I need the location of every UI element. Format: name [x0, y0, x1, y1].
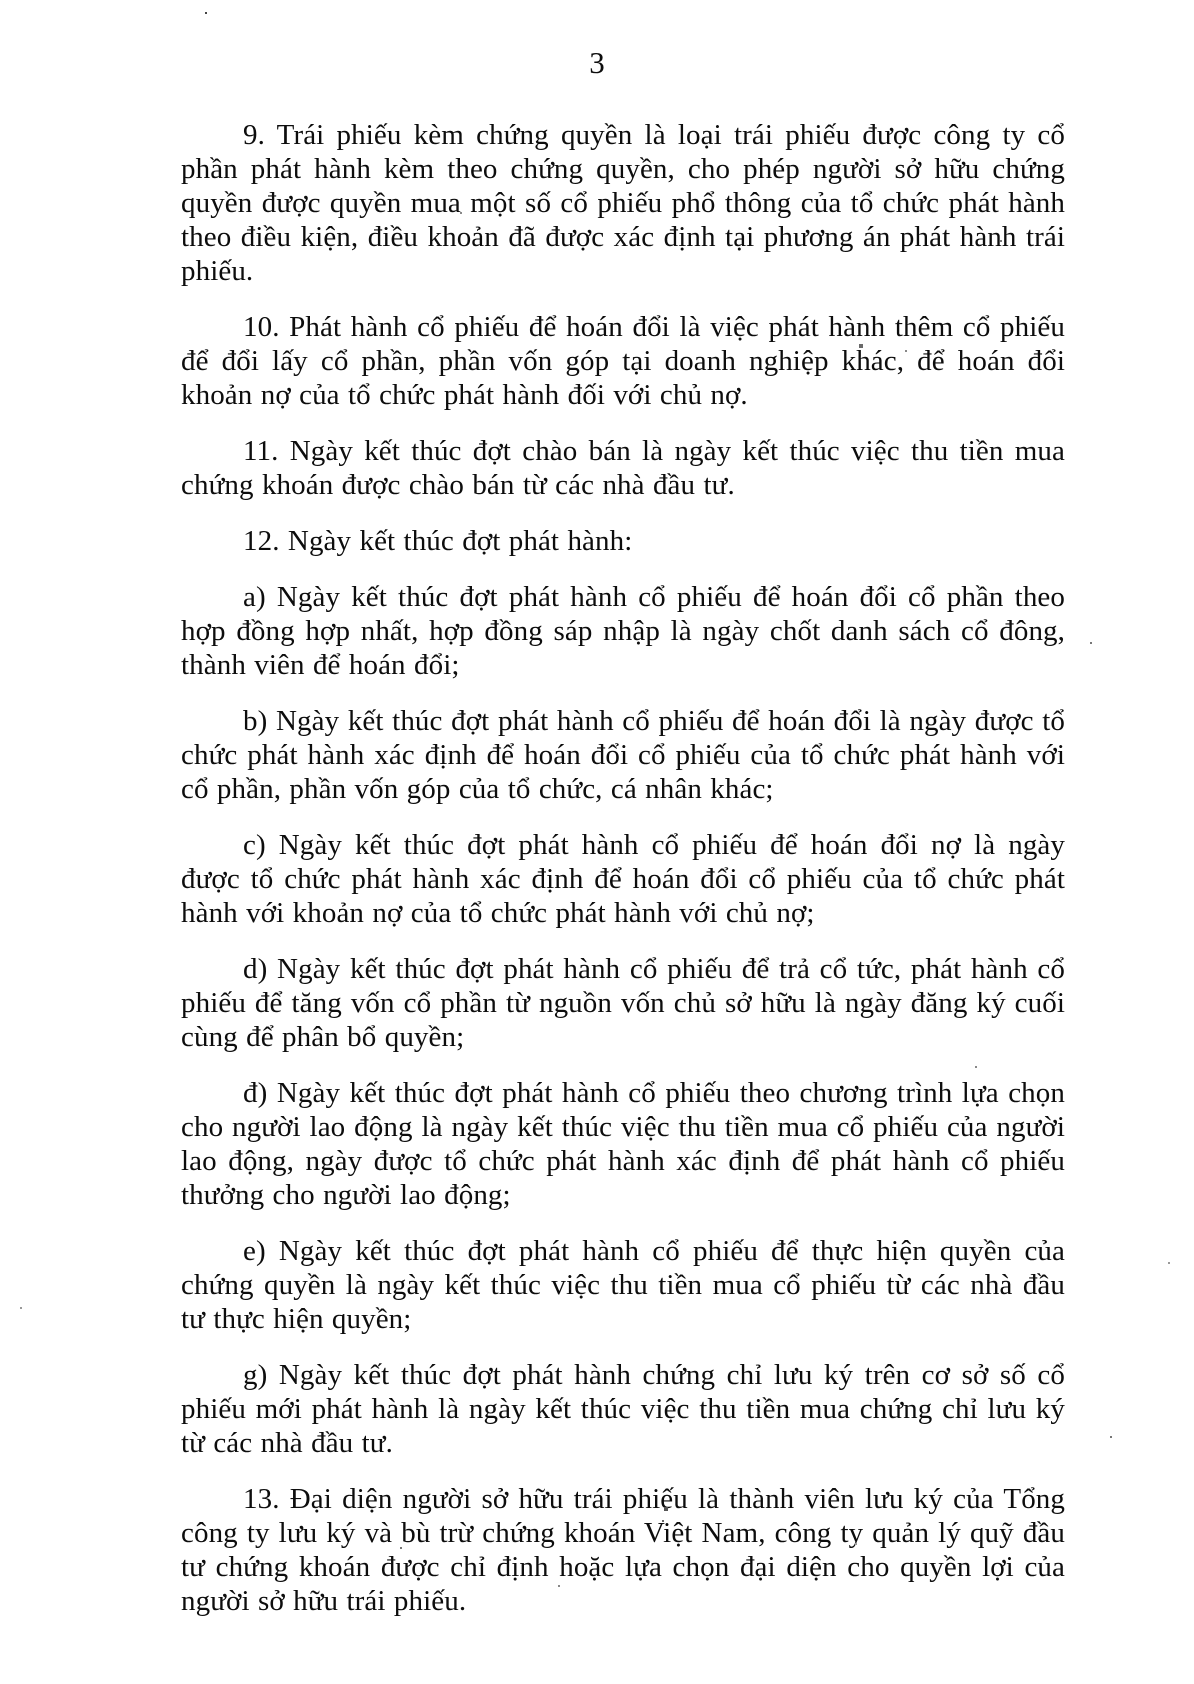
- document-body: [181, 96, 1065, 1618]
- page-number: 3: [589, 45, 605, 80]
- item-e: e) Ngày kết thúc đợt phát hành cổ phiếu để thực hiện quyền của chứng quyền là ngày kết thúc việc thu tiền mua cổ phiếu từ các nhà đầu tư thực hiện quyền;: [181, 1235, 1065, 1335]
- paragraph-9: 9. Trái phiếu kèm chứng quyền là loại trái phiếu được công ty cổ phần phát hành kèm theo chứng quyền, cho phép người sở hữu chứng quyền được quyền mua một số cổ phiếu phổ thông của tổ chức phát hành theo điều kiện, điều khoản đã được xác định tại phương án phát hành trái phiếu.: [181, 119, 1065, 287]
- item-d: d) Ngày kết thúc đợt phát hành cổ phiếu để trả cổ tức, phát hành cổ phiếu để tăng vốn cổ phần từ nguồn vốn chủ sở hữu là ngày đăng ký cuối cùng để phân bổ quyền;: [181, 953, 1065, 1053]
- scan-noise: [0, 0, 2, 2]
- item-b: b) Ngày kết thúc đợt phát hành cổ phiếu để hoán đổi là ngày được tổ chức phát hành xác định để hoán đổi cổ phiếu của tổ chức phát hành với cổ phần, phần vốn góp của tổ chức, cá nhân khác;: [181, 705, 1065, 805]
- item-c: c) Ngày kết thúc đợt phát hành cổ phiếu để hoán đổi nợ là ngày được tổ chức phát hành xác định để hoán đổi cổ phiếu của tổ chức phát hành với khoản nợ của tổ chức phát hành với chủ nợ;: [181, 829, 1065, 929]
- paragraph-12: 12. Ngày kết thúc đợt phát hành:: [243, 525, 633, 557]
- item-g: g) Ngày kết thúc đợt phát hành chứng chỉ lưu ký trên cơ sở số cổ phiếu mới phát hành là ngày kết thúc việc thu tiền mua chứng chỉ lưu ký từ các nhà đầu tư.: [181, 1359, 1065, 1459]
- paragraph-11: 11. Ngày kết thúc đợt chào bán là ngày kết thúc việc thu tiền mua chứng khoán được chào bán từ các nhà đầu tư.: [181, 435, 1065, 501]
- item-dd: đ) Ngày kết thúc đợt phát hành cổ phiếu theo chương trình lựa chọn cho người lao động là ngày kết thúc việc thu tiền mua cổ phiếu của người lao động, ngày được tổ chức phát hành xác định để phát hành cổ phiếu thưởng cho người lao động;: [181, 1077, 1065, 1211]
- paragraph-10: 10. Phát hành cổ phiếu để hoán đổi là việc phát hành thêm cổ phiếu để đổi lấy cổ phần, phần vốn góp tại doanh nghiệp khác, để hoán đổi khoản nợ của tổ chức phát hành đối với chủ nợ.: [181, 311, 1065, 411]
- paragraph-13: 13. Đại diện người sở hữu trái phiếu là thành viên lưu ký của Tổng công ty lưu ký và bù trừ chứng khoán Việt Nam, công ty quản lý quỹ đầu tư chứng khoán được chỉ định hoặc lựa chọn đại diện cho quyền lợi của người sở hữu trái phiếu.: [181, 1483, 1065, 1617]
- item-a: a) Ngày kết thúc đợt phát hành cổ phiếu để hoán đổi cổ phần theo hợp đồng hợp nhất, hợp đồng sáp nhập là ngày chốt danh sách cổ đông, thành viên để hoán đổi;: [181, 581, 1065, 681]
